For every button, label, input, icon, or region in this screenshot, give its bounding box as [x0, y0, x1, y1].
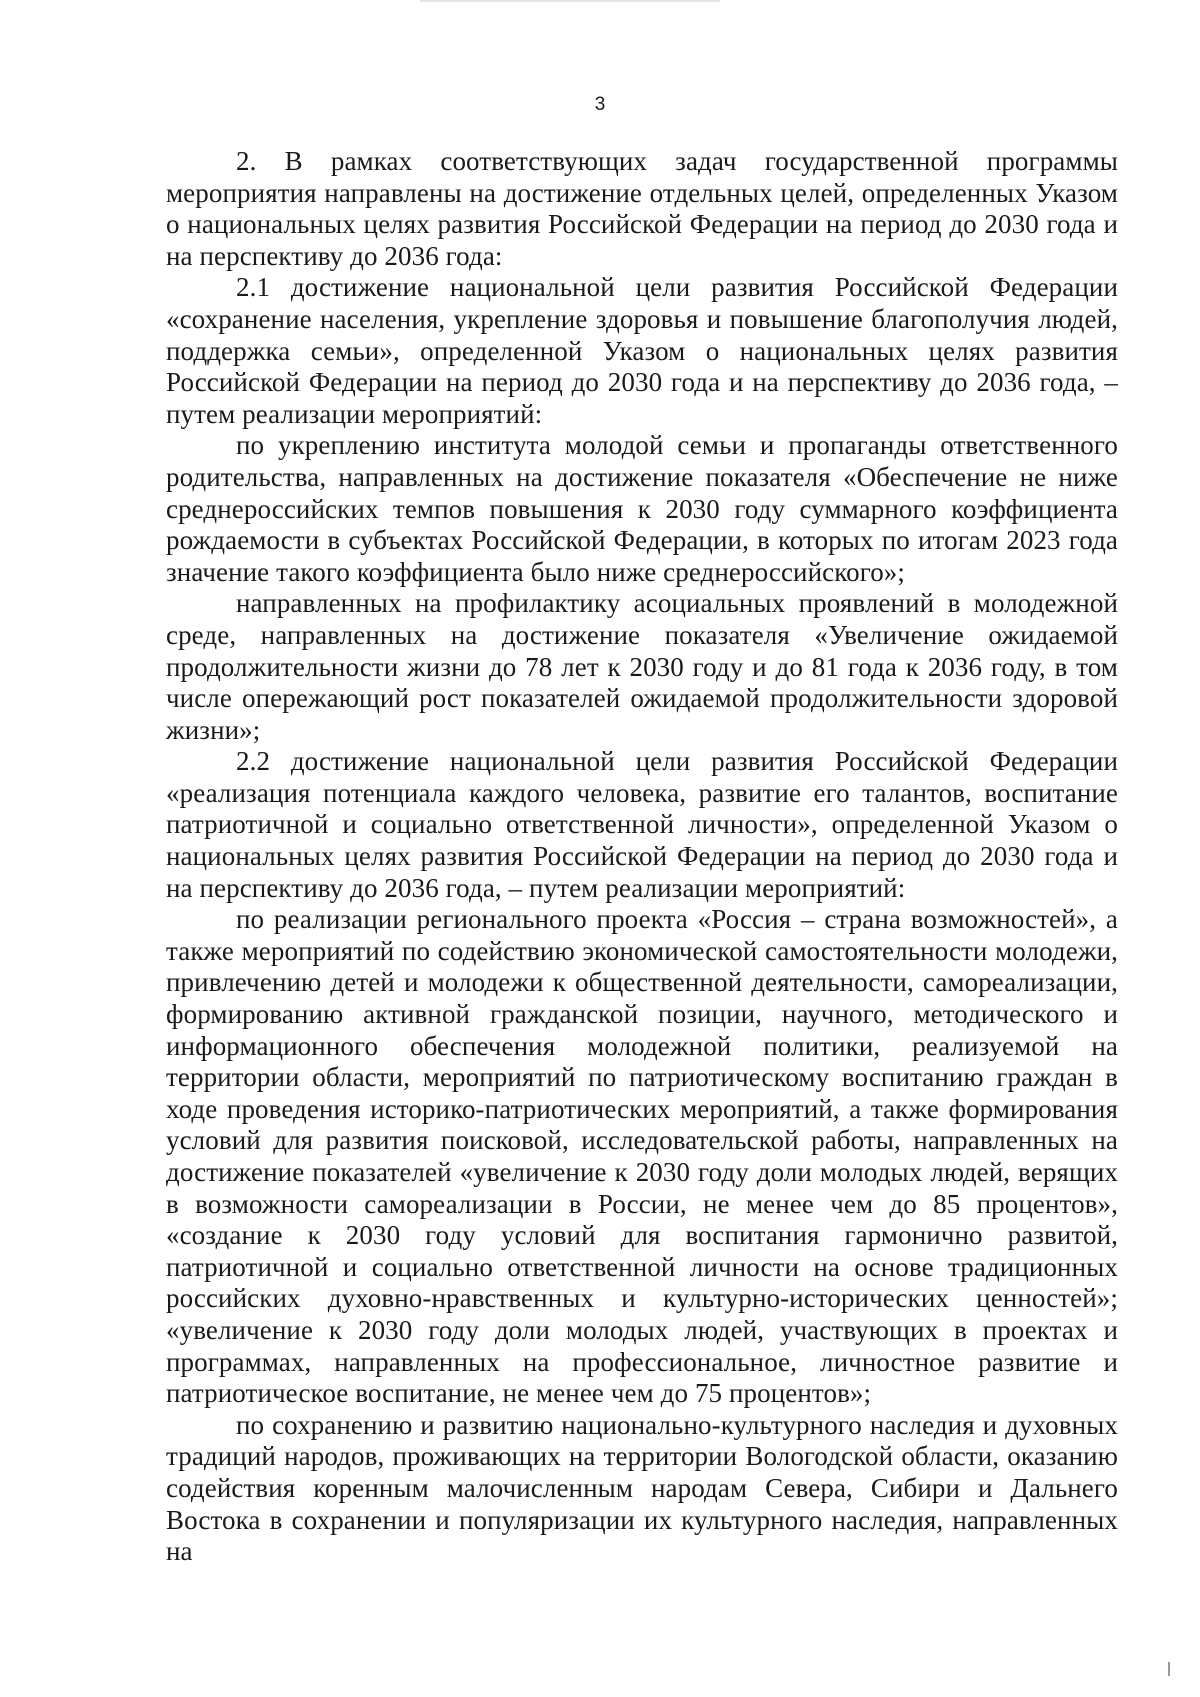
- paragraph: 2.2 достижение национальной цели развития Российской Федерации «реализация потенциала каждого человека, развитие его талантов, воспитание патриотичной и социально ответственной личности», определенной Указом о национальных целях развития Российской Федерации на период до 2030 года и на перспективу до 2036 года, – путем реализации мероприятий:: [166, 746, 1118, 903]
- paragraph: по реализации регионального проекта «Россия – страна возможностей», а также мероприятий по содействию экономической самостоятельности молодежи, привлечению детей и молодежи к общественной деятельности, самореализации, формированию активной гражданской позиции, научного, методического и информационного обеспечения молодежной политики, реализуемой на территории области, мероприятий по патриотическому воспитанию граждан в ходе проведения историко-патриотических мероприятий, а также формирования условий для развития поисковой, исследовательской работы, направленных на достижение показателей «увеличение к 2030 году доли молодых людей, верящих в возможности самореализации в России, не менее чем до 85 процентов», «создание к 2030 году условий для воспитания гармонично развитой, патриотичной и социально ответственной личности на основе традиционных российских духовно-нравственных и культурно-исторических ценностей»; «увеличение к 2030 году доли молодых людей, участвующих в проектах и программах, направленных на профессиональное, личностное развитие и патриотическое воспитание, не менее чем до 75 процентов»;: [166, 904, 1118, 1409]
- paragraph: направленных на профилактику асоциальных проявлений в молодежной среде, направленных на достижение показателя «Увеличение ожидаемой продолжительности жизни до 78 лет к 2030 году и до 81 года к 2036 году, в том числе опережающий рост показателей ожидаемой продолжительности здоровой жизни»;: [166, 588, 1118, 745]
- document-body: [166, 146, 1118, 1568]
- paragraph: по сохранению и развитию национально-культурного наследия и духовных традиций народов, проживающих на территории Вологодской области, оказанию содействия коренным малочисленным народам Севера, Сибири и Дальнего Востока в сохранении и популяризации их культурного наследия, направленных на: [166, 1409, 1118, 1567]
- page-number: 3: [594, 94, 606, 115]
- paragraph: 2.1 достижение национальной цели развития Российской Федерации «сохранение населения, укрепление здоровья и повышение благополучия людей, поддержка семьи», определенной Указом о национальных целях развития Российской Федерации на период до 2030 года и на перспективу до 2036 года, – путем реализации мероприятий:: [166, 272, 1118, 429]
- paragraph: 2. В рамках соответствующих задач государственной программы мероприятия направлены на достижение отдельных целей, определенных Указом о национальных целях развития Российской Федерации на период до 2030 года и на перспективу до 2036 года:: [166, 146, 1118, 271]
- scan-edge-shadow: [420, 0, 720, 2]
- paragraph: по укреплению института молодой семьи и пропаганды ответственного родительства, направленных на достижение показателя «Обеспечение не ниже среднероссийских темпов повышения к 2030 году суммарного коэффициента рождаемости в субъектах Российской Федерации, в которых по итогам 2023 года значение такого коэффициента было ниже среднероссийского»;: [166, 430, 1118, 587]
- scan-artifact-mark: [1168, 1662, 1170, 1676]
